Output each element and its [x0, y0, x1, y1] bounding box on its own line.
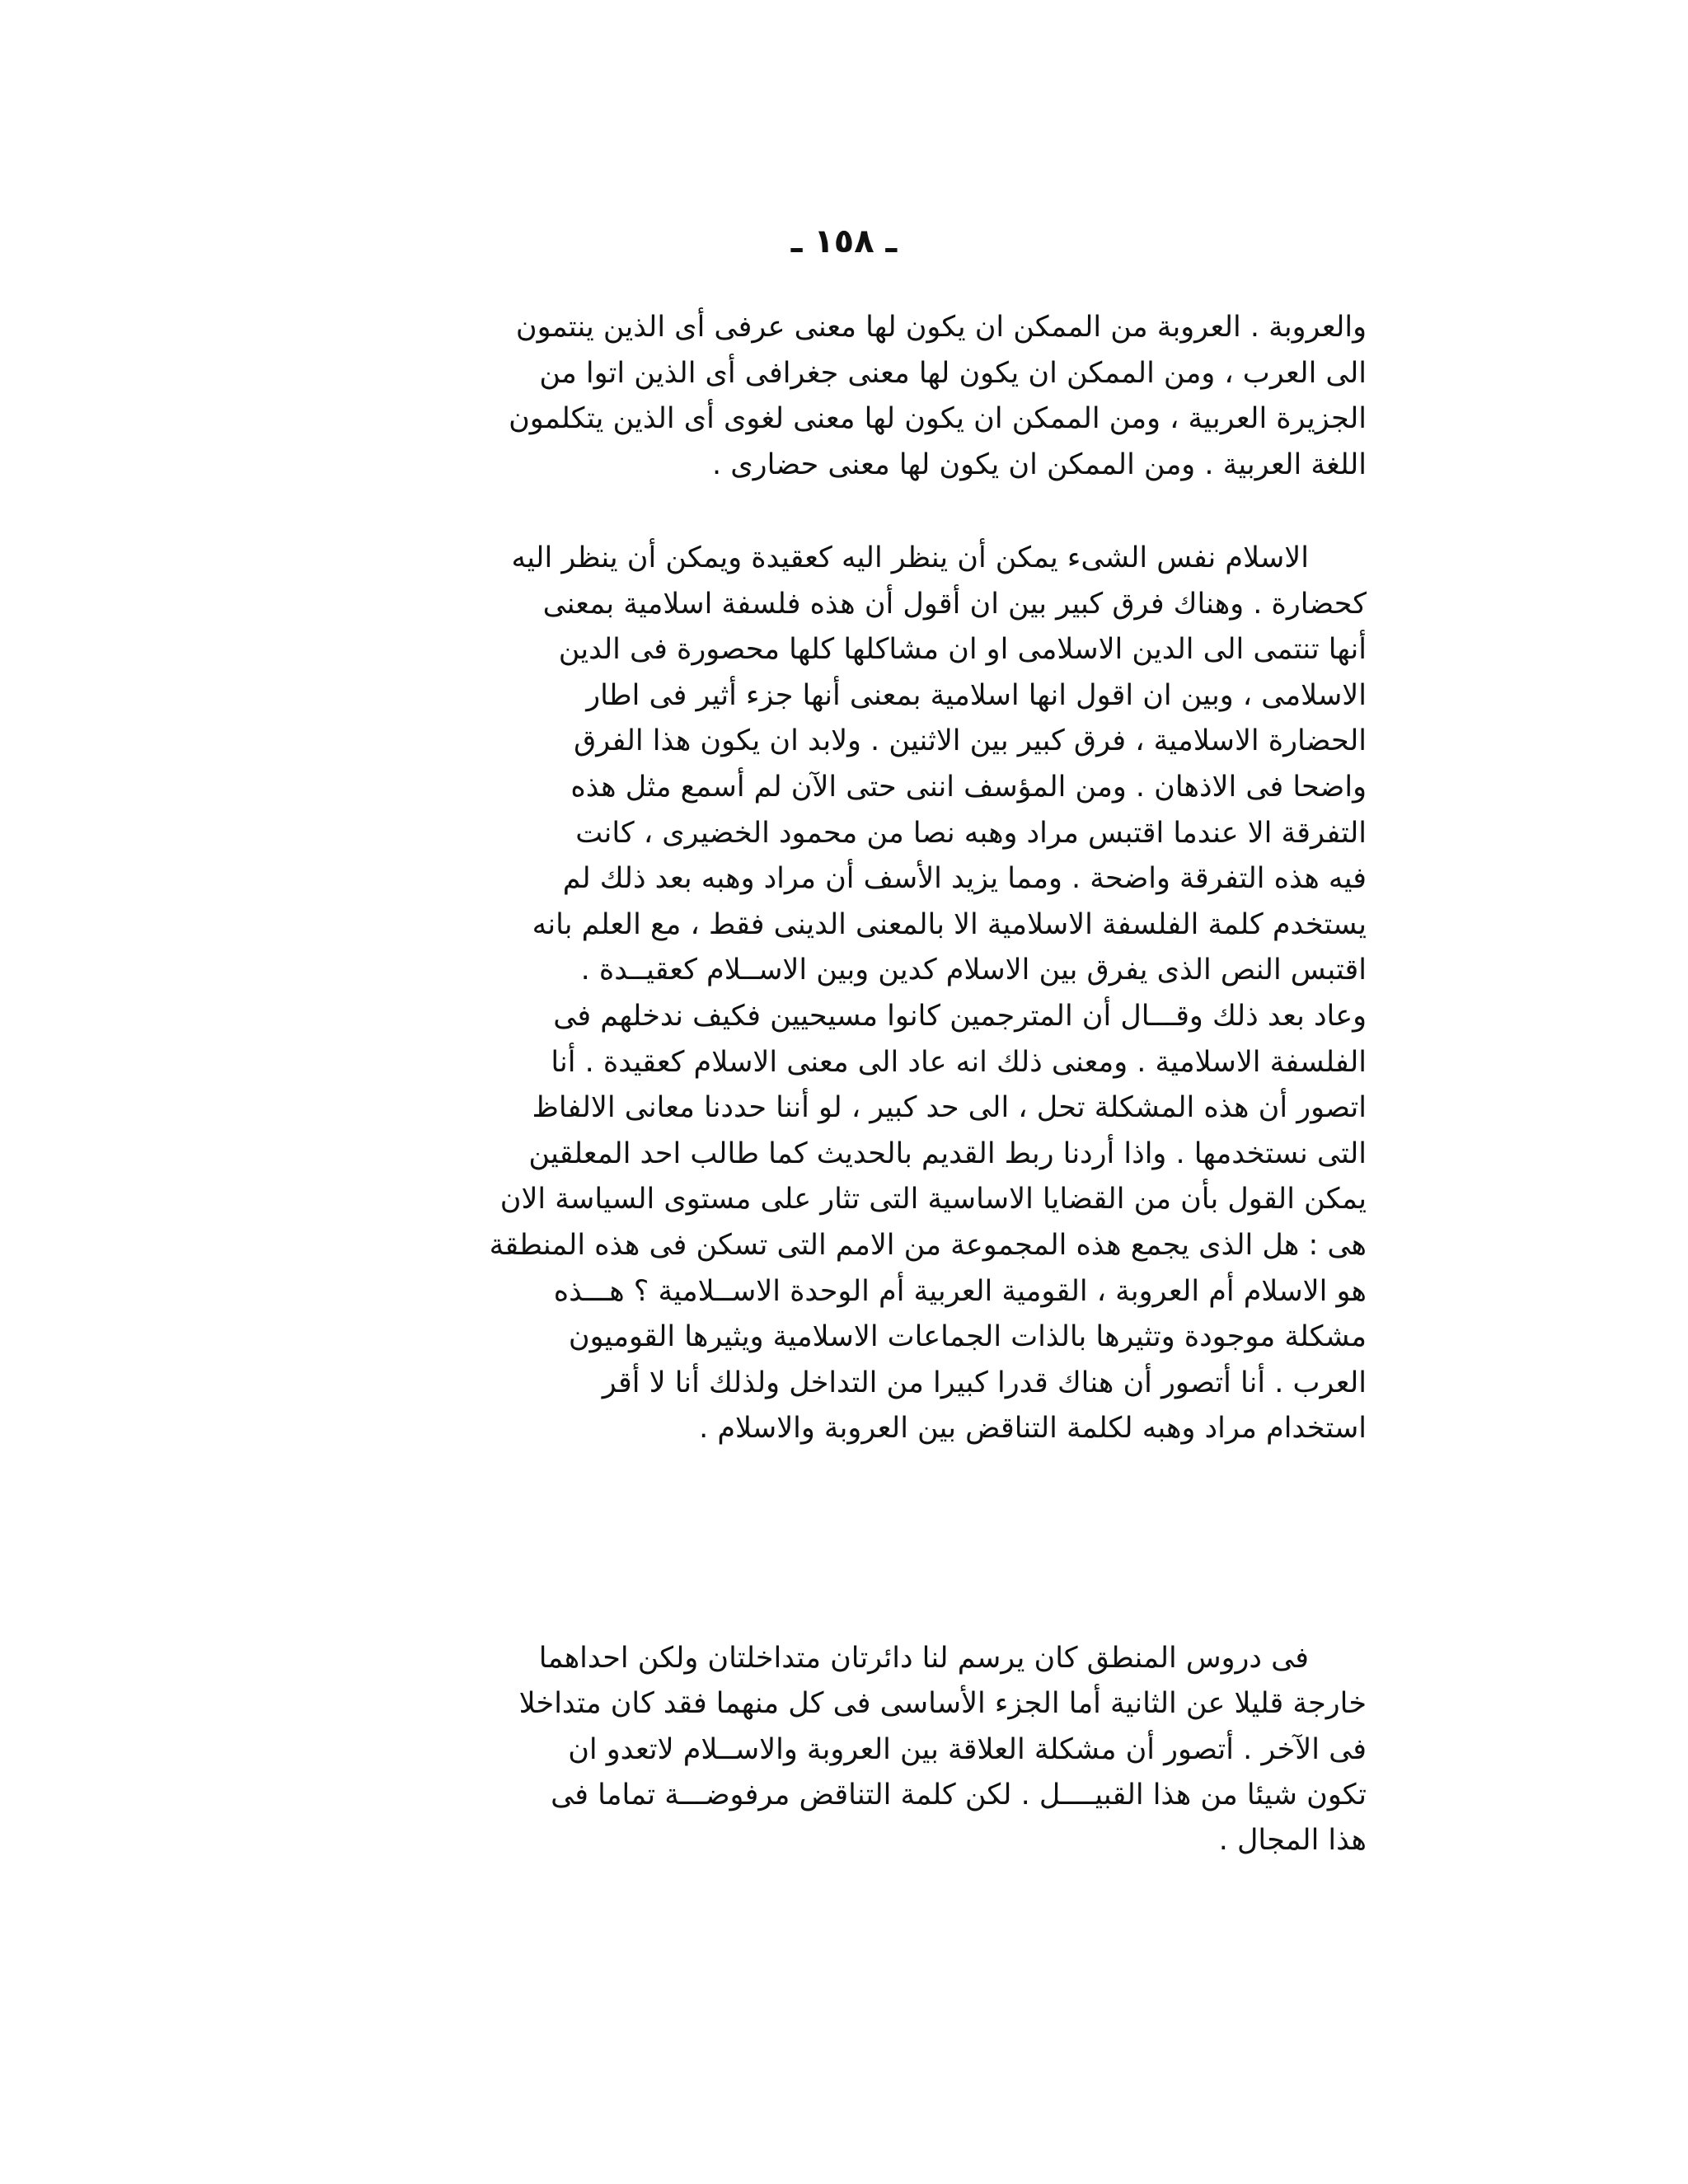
- text-line: مشكلة موجودة وتثيرها بالذات الجماعات الاسلامية ويثيرها القوميون: [568, 1320, 1367, 1354]
- text-line: وعاد بعد ذلك وقـــال أن المترجمين كانوا مسيحيين فكيف ندخلهم فى: [553, 999, 1367, 1033]
- text-line: هذا المجال .: [1218, 1824, 1367, 1858]
- text-line: يمكن القول بأن من القضايا الاساسية التى تثار على مستوى السياسة الان: [499, 1183, 1367, 1216]
- text-line: أنها تنتمى الى الدين الاسلامى او ان مشاكلها كلها محصورة فى الدين: [558, 633, 1367, 667]
- paragraph-2: [303, 536, 1367, 1452]
- text-line: فى دروس المنطق كان يرسم لنا دائرتان متداخلتان ولكن احداهما: [538, 1642, 1309, 1675]
- text-line: استخدام مراد وهبه لكلمة التناقض بين العروبة والاسلام .: [699, 1412, 1367, 1446]
- text-line: الى العرب ، ومن الممكن ان يكون لها معنى جغرافى أى الذين اتوا من: [539, 356, 1367, 390]
- text-line: التفرقة الا عندما اقتبس مراد وهبه نصا من محمود الخضيرى ، كانت: [575, 816, 1367, 850]
- text-line: فى الآخر . أتصور أن مشكلة العلاقة بين العروبة والاســلام لاتعدو ان: [568, 1732, 1367, 1766]
- text-line: الاسلامى ، وبين ان اقول انها اسلامية بمعنى أنها جزء أثير فى اطار: [586, 678, 1367, 712]
- page-number: ـ ١٥٨ ـ: [790, 223, 898, 260]
- paragraph-3: [303, 1636, 1367, 1863]
- text-line: التى نستخدمها . واذا أردنا ربط القديم بالحديث كما طالب احد المعلقين: [528, 1137, 1367, 1170]
- text-line: فيه هذه التفرقة واضحة . ومما يزيد الأسف أن مراد وهبه بعد ذلك لم: [562, 862, 1367, 896]
- text-line: يستخدم كلمة الفلسفة الاسلامية الا بالمعنى الدينى فقط ، مع العلم بانه: [532, 907, 1367, 941]
- text-line: اقتبس النص الذى يفرق بين الاسلام كدين وبين الاســلام كعقيــدة .: [580, 954, 1367, 987]
- text-line: الفلسفة الاسلامية . ومعنى ذلك انه عاد الى معنى الاسلام كعقيدة . أنا: [551, 1045, 1367, 1079]
- text-line: واضحا فى الاذهان . ومن المؤسف اننى حتى الآن لم أسمع مثل هذه: [570, 770, 1367, 804]
- paragraph-1: [303, 305, 1367, 488]
- text-line: خارجة قليلا عن الثانية أما الجزء الأساسى فى كل منهما فقد كان متداخلا: [518, 1687, 1367, 1721]
- text-line: الاسلام نفس الشىء يمكن أن ينظر اليه كعقيدة ويمكن أن ينظر اليه: [511, 541, 1309, 574]
- text-line: هى : هل الذى يجمع هذه المجموعة من الامم التى تسكن فى هذه المنطقة: [489, 1228, 1367, 1262]
- text-line: العرب . أنا أتصور أن هناك قدرا كبيرا من التداخل ولذلك أنا لا أقر: [602, 1366, 1367, 1399]
- text-line: الجزيرة العربية ، ومن الممكن ان يكون لها معنى لغوى أى الذين يتكلمون: [509, 402, 1367, 435]
- text-line: والعروبة . العروبة من الممكن ان يكون لها معنى عرفى أى الذين ينتمون: [515, 311, 1367, 344]
- text-line: اتصور أن هذه المشكلة تحل ، الى حد كبير ، لو أننا حددنا معانى الالفاظ: [532, 1091, 1367, 1125]
- text-line: هو الاسلام أم العروبة ، القومية العربية أم الوحدة الاســلامية ؟ هـــذه: [553, 1274, 1367, 1308]
- text-line: الحضارة الاسلامية ، فرق كبير بين الاثنين . ولابد ان يكون هذا الفرق: [574, 724, 1367, 758]
- text-line: تكون شيئا من هذا القبيــــل . لكن كلمة التناقض مرفوضـــة تماما فى: [551, 1778, 1367, 1811]
- text-line: اللغة العربية . ومن الممكن ان يكون لها معنى حضارى .: [712, 448, 1367, 481]
- text-line: كحضارة . وهناك فرق كبير بين ان أقول أن هذه فلسفة اسلامية بمعنى: [542, 587, 1367, 621]
